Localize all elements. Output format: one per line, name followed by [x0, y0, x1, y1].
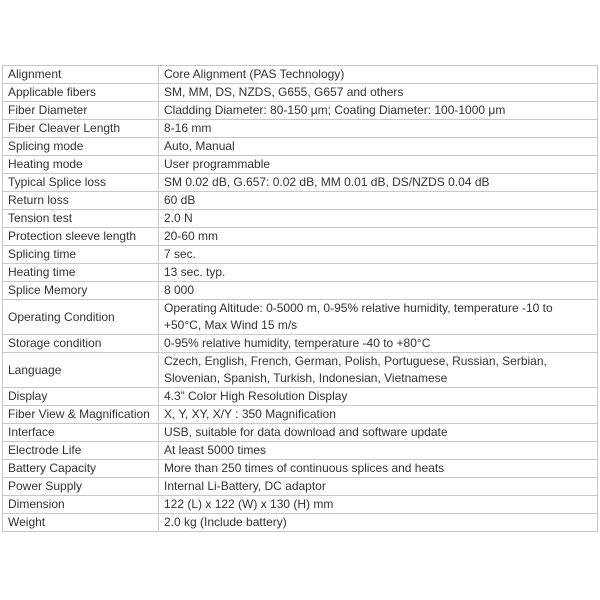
spec-row-weight: [3, 514, 598, 532]
spec-row-heating-mode: [3, 156, 598, 174]
spec-row-storage-condition: [3, 335, 598, 353]
spec-label: Dimension: [3, 496, 159, 514]
spec-label: Storage condition: [3, 335, 159, 353]
spec-row-typical-splice-loss: [3, 174, 598, 192]
spec-label: Operating Condition: [3, 300, 159, 335]
spec-value: 60 dB: [159, 192, 598, 210]
spec-value: SM 0.02 dB, G.657: 0.02 dB, MM 0.01 dB, DS/NZDS 0.04 dB: [159, 174, 598, 192]
spec-value: 8 000: [159, 282, 598, 300]
spec-value: USB, suitable for data download and software update: [159, 424, 598, 442]
spec-row-dimension: [3, 496, 598, 514]
spec-row-return-loss: [3, 192, 598, 210]
spec-label: Weight: [3, 514, 159, 532]
spec-value: 122 (L) x 122 (W) x 130 (H) mm: [159, 496, 598, 514]
spec-row-power-supply: [3, 478, 598, 496]
spec-row-tension-test: [3, 210, 598, 228]
spec-label: Protection sleeve length: [3, 228, 159, 246]
spec-value: 0-95% relative humidity, temperature -40 to +80°C: [159, 335, 598, 353]
spec-label: Interface: [3, 424, 159, 442]
spec-value: X, Y, XY, X/Y : 350 Magnification: [159, 406, 598, 424]
spec-value: 2.0 kg (Include battery): [159, 514, 598, 532]
spec-value: 20-60 mm: [159, 228, 598, 246]
spec-label: Electrode Life: [3, 442, 159, 460]
spec-label: Fiber View & Magnification: [3, 406, 159, 424]
spec-value: 2.0 N: [159, 210, 598, 228]
spec-row-language: [3, 353, 598, 388]
spec-row-protection-sleeve-length: [3, 228, 598, 246]
spec-label: Battery Capacity: [3, 460, 159, 478]
spec-table: [2, 65, 598, 532]
spec-row-alignment: [3, 66, 598, 84]
spec-row-fiber-cleaver-length: [3, 120, 598, 138]
spec-row-splicing-time: [3, 246, 598, 264]
spec-value: SM, MM, DS, NZDS, G655, G657 and others: [159, 84, 598, 102]
spec-label: Return loss: [3, 192, 159, 210]
spec-label: Applicable fibers: [3, 84, 159, 102]
spec-label: Heating time: [3, 264, 159, 282]
spec-row-interface: [3, 424, 598, 442]
spec-label: Splice Memory: [3, 282, 159, 300]
spec-label: Splicing mode: [3, 138, 159, 156]
spec-value: More than 250 times of continuous splices and heats: [159, 460, 598, 478]
spec-row-operating-condition: [3, 300, 598, 335]
spec-label: Typical Splice loss: [3, 174, 159, 192]
spec-row-splicing-mode: [3, 138, 598, 156]
spec-value: Auto, Manual: [159, 138, 598, 156]
spec-label: Power Supply: [3, 478, 159, 496]
spec-label: Tension test: [3, 210, 159, 228]
spec-row-battery-capacity: [3, 460, 598, 478]
spec-label: Fiber Cleaver Length: [3, 120, 159, 138]
spec-value: Core Alignment (PAS Technology): [159, 66, 598, 84]
spec-row-fiber-diameter: [3, 102, 598, 120]
spec-value: User programmable: [159, 156, 598, 174]
spec-label: Splicing time: [3, 246, 159, 264]
spec-label: Language: [3, 353, 159, 388]
spec-value: Operating Altitude: 0-5000 m, 0-95% relative humidity, temperature -10 to +50°C, Max Wind 15 m/s: [159, 300, 598, 335]
spec-value: At least 5000 times: [159, 442, 598, 460]
spec-value: 4.3” Color High Resolution Display: [159, 388, 598, 406]
spec-row-splice-memory: [3, 282, 598, 300]
spec-value: 7 sec.: [159, 246, 598, 264]
spec-label: Fiber Diameter: [3, 102, 159, 120]
spec-row-fiber-view-magnification: [3, 406, 598, 424]
spec-value: Czech, English, French, German, Polish, Portuguese, Russian, Serbian, Slovenian, Spanish, Turkish, Indonesian, Vietnamese: [159, 353, 598, 388]
spec-row-electrode-life: [3, 442, 598, 460]
spec-label: Heating mode: [3, 156, 159, 174]
spec-value: Internal Li-Battery, DC adaptor: [159, 478, 598, 496]
spec-row-heating-time: [3, 264, 598, 282]
spec-row-display: [3, 388, 598, 406]
spec-value: 13 sec. typ.: [159, 264, 598, 282]
spec-label: Display: [3, 388, 159, 406]
spec-row-applicable-fibers: [3, 84, 598, 102]
spec-label: Alignment: [3, 66, 159, 84]
spec-value: 8-16 mm: [159, 120, 598, 138]
spec-value: Cladding Diameter: 80-150 μm; Coating Diameter: 100-1000 μm: [159, 102, 598, 120]
